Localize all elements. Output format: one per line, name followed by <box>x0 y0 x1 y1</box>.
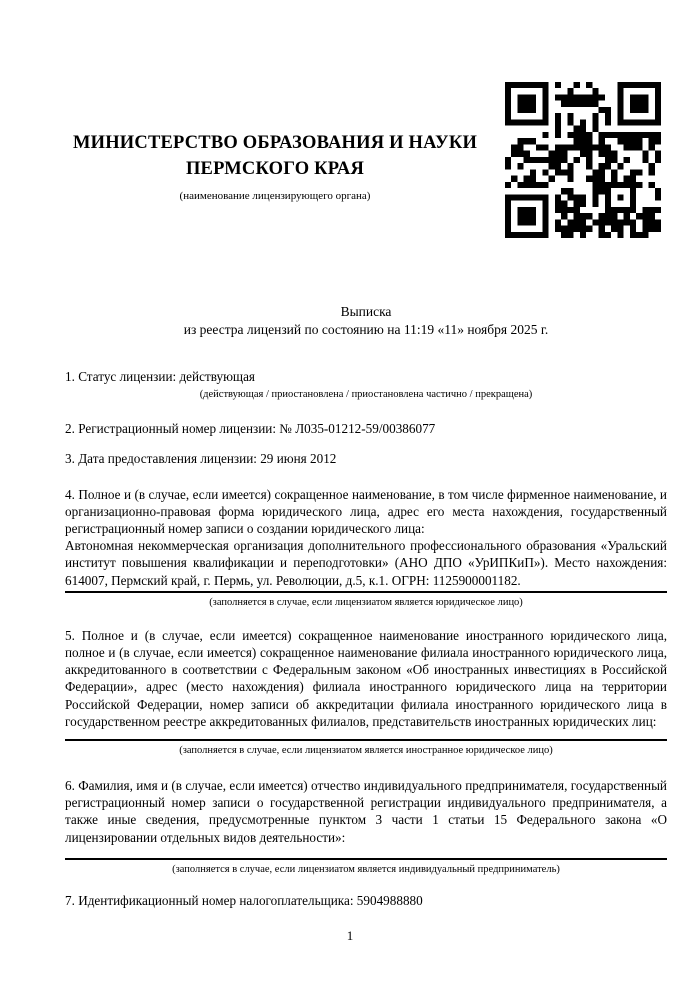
document-title-block <box>65 303 667 339</box>
field-license-grant-date: 3. Дата предоставления лицензии: 29 июня 2012 <box>65 451 337 467</box>
field-registration-number: 2. Регистрационный номер лицензии: № Л035-01212-59/00386077 <box>65 421 436 437</box>
legal-entity-answer: Автономная некоммерческая организация дополнительного профессионального образования «Уральский институт повышения квалификации и переподготовки» (АНО ДПО «УрИПКиП»). Место нахождения: 614007, Пермский край, г. Пермь, ул. Революции, д.5, к.1. ОГРН: 1125900001182. <box>65 538 667 588</box>
document-subtitle: из реестра лицензий по состоянию на 11:19 «11» ноября 2025 г. <box>183 322 549 337</box>
license-status-caption: (действующая / приостановлена / приостановлена частично / прекращена) <box>199 389 533 401</box>
foreign-entity-question: 5. Полное и (в случае, если имеется) сокращенное наименование иностранного юридического лица, полное и (в случае, если имеется) сокращенное наименование филиала иностранного юридического лица, аккредитованного в соответствии с Федеральным законом «Об иностранных инвестициях в Российской Федерации», адрес (место нахождения) филиала иностранного юридического лица на территории Российской Федерации, номер записи об аккредитации филиала иностранного юридического лица в государственном реестре аккредитованных филиалов, представительств иностранных юридических лиц: <box>65 627 667 729</box>
legal-entity-question: 4. Полное и (в случае, если имеется) сокращенное наименование, в том числе фирменное наименование, и организационно-правовая форма юридического лица, адрес его места нахождения, государственный регистрационный номер записи о создании юридического лица: <box>65 486 667 537</box>
ministry-name-line2: ПЕРМСКОГО КРАЯ <box>185 159 365 179</box>
legal-entity-caption: (заполняется в случае, если лицензиатом является юридическое лицо) <box>209 596 523 608</box>
foreign-entity-caption: (заполняется в случае, если лицензиатом является иностранное юридическое лицо) <box>179 745 553 757</box>
entrepreneur-caption: (заполняется в случае, если лицензиатом является индивидуальный предприниматель) <box>172 863 560 875</box>
entrepreneur-question: 6. Фамилия, имя и (в случае, если имеется) отчество индивидуального предпринимателя, государственный регистрационный номер записи о государственной регистрации индивидуального предпринимателя, а также иные сведения, предусмотренные пунктом 3 части 1 статьи 15 Федерального закона «О лицензировании отдельных видов деятельности»: <box>65 778 667 845</box>
document-title: Выписка <box>340 304 392 319</box>
field-taxpayer-number: 7. Идентификационный номер налогоплательщика: 5904988880 <box>65 892 423 908</box>
fill-line-entrepreneur <box>65 858 667 860</box>
ministry-name-line1: МИНИСТЕРСТВО ОБРАЗОВАНИЯ И НАУКИ <box>72 133 478 153</box>
page-number: 1 <box>346 928 354 943</box>
qr-code <box>505 82 661 238</box>
ministry-caption: (наименование лицензирующего органа) <box>179 190 371 202</box>
field-license-status: 1. Статус лицензии: действующая <box>65 369 256 384</box>
fill-line-foreign-entity <box>65 739 667 741</box>
fill-line-legal-entity <box>65 591 667 593</box>
licensing-authority-header <box>65 130 485 203</box>
